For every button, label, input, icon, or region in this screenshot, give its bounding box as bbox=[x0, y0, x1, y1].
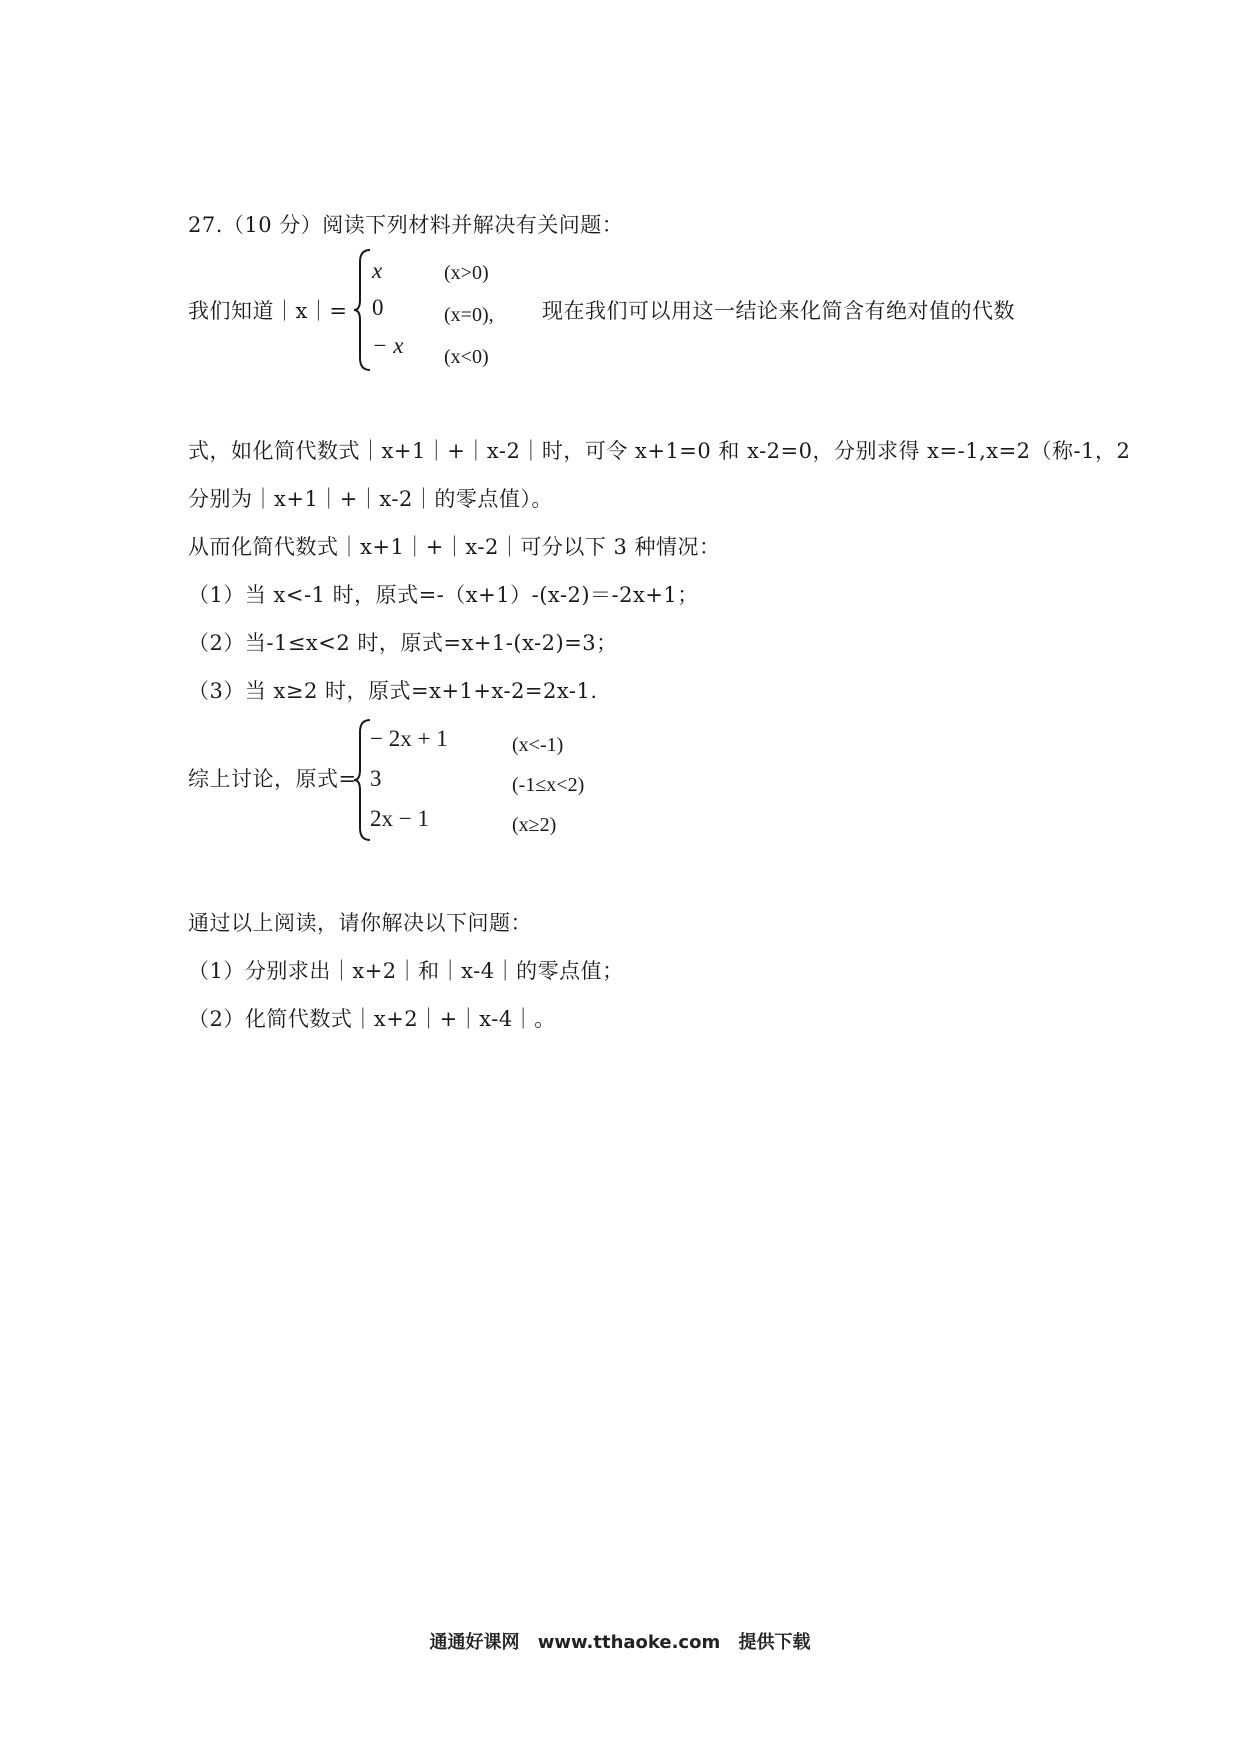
case-1: （1）当 x<-1 时，原式=-（x+1）-(x-2)＝-2x+1； bbox=[188, 583, 699, 607]
intro-prefix: 我们知道｜x｜= bbox=[188, 299, 348, 323]
summary-case-3: 2x − 1 bbox=[370, 806, 429, 831]
left-brace-icon bbox=[352, 248, 374, 372]
problem-heading: 27.（10 分）阅读下列材料并解决有关问题： bbox=[188, 213, 624, 237]
footer-url[interactable]: www.tthaoke.com bbox=[537, 1632, 721, 1653]
task-2: （2）化简代数式｜x+2｜+｜x-4｜。 bbox=[188, 1007, 556, 1031]
task-1: （1）分别求出｜x+2｜和｜x-4｜的零点值； bbox=[188, 959, 624, 983]
paragraph-1-line-1: 式，如化简代数式｜x+1｜+｜x-2｜时，可令 x+1=0 和 x-2=0，分别求得 x=-1,x=2（称-1，2 bbox=[188, 439, 1131, 463]
page-footer bbox=[0, 1628, 1240, 1654]
case-3: （3）当 x≥2 时，原式=x+1+x-2=2x-1. bbox=[188, 679, 598, 703]
summary-condition-2: (-1≤x<2) bbox=[512, 774, 585, 796]
footer-suffix: 提供下载 bbox=[738, 1632, 811, 1653]
abs-condition-3: (x<0) bbox=[444, 346, 489, 368]
summary-condition-3: (x≥2) bbox=[512, 814, 557, 836]
summary-case-2: 3 bbox=[370, 766, 382, 791]
abs-case-1: x bbox=[372, 258, 383, 283]
abs-case-3: − x bbox=[372, 333, 404, 358]
abs-condition-1: (x>0) bbox=[444, 262, 489, 284]
case-2: （2）当-1≤x<2 时，原式=x+1-(x-2)=3； bbox=[188, 631, 618, 655]
paragraph-1-line-2: 分别为｜x+1｜+｜x-2｜的零点值）。 bbox=[188, 487, 553, 511]
paragraph-2: 从而化简代数式｜x+1｜+｜x-2｜可分以下 3 种情况： bbox=[188, 535, 721, 559]
summary-condition-1: (x<-1) bbox=[512, 734, 564, 756]
summary-prefix: 综上讨论，原式= bbox=[188, 767, 357, 791]
intro-suffix: 现在我们可以用这一结论来化简含有绝对值的代数 bbox=[542, 299, 1015, 323]
abs-condition-2: (x=0), bbox=[444, 304, 494, 326]
abs-case-2: 0 bbox=[372, 295, 384, 320]
footer-site-name: 通通好课网 bbox=[429, 1632, 520, 1653]
task-intro: 通过以上阅读，请你解决以下问题： bbox=[188, 911, 532, 935]
summary-case-1: − 2x + 1 bbox=[370, 726, 448, 751]
